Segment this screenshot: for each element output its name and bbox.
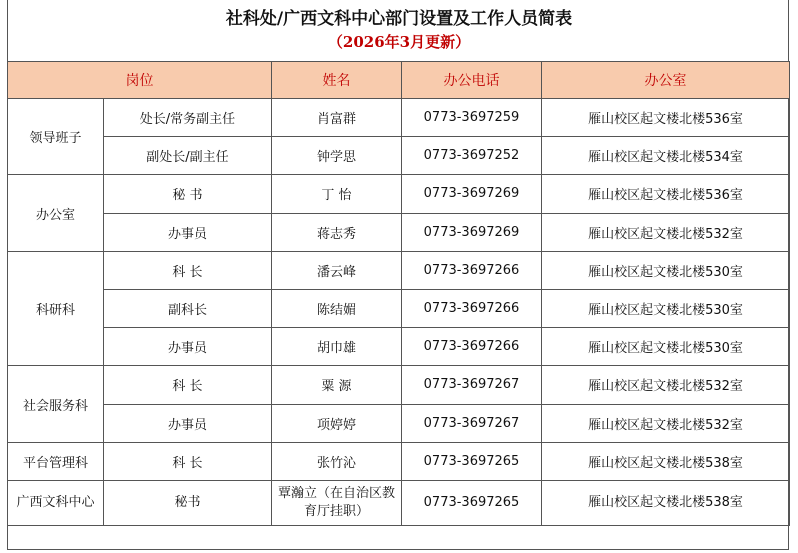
name-cell: 胡巾雄 (272, 328, 402, 366)
name-cell: 钟学思 (272, 137, 402, 175)
table-row (8, 213, 790, 251)
role-cell: 办事员 (104, 404, 272, 442)
department-cell: 平台管理科 (8, 442, 104, 480)
phone-cell: 0773-3697266 (402, 289, 542, 327)
role-cell: 秘 书 (104, 175, 272, 213)
office-cell: 雁山校区起文楼北楼530室 (542, 289, 790, 327)
name-cell: 蒋志秀 (272, 213, 402, 251)
name-cell: 粟 源 (272, 366, 402, 404)
name-cell: 覃瀚立（在自治区教育厅挂职） (272, 480, 402, 525)
role-cell: 副科长 (104, 289, 272, 327)
name-cell: 陈结媚 (272, 289, 402, 327)
table-row (8, 175, 790, 213)
header-post: 岗位 (8, 62, 272, 99)
role-cell: 副处长/副主任 (104, 137, 272, 175)
role-cell: 科 长 (104, 442, 272, 480)
phone-cell: 0773-3697259 (402, 99, 542, 137)
table-row (8, 251, 790, 289)
office-cell: 雁山校区起文楼北楼536室 (542, 175, 790, 213)
role-cell: 秘书 (104, 480, 272, 525)
table-row (8, 480, 790, 525)
table-row (8, 289, 790, 327)
department-cell: 广西文科中心 (8, 480, 104, 525)
staff-table (7, 61, 790, 526)
phone-cell: 0773-3697266 (402, 328, 542, 366)
department-cell: 领导班子 (8, 99, 104, 175)
name-cell: 丁 怡 (272, 175, 402, 213)
office-cell: 雁山校区起文楼北楼530室 (542, 251, 790, 289)
table-row (8, 442, 790, 480)
name-cell: 张竹沁 (272, 442, 402, 480)
office-cell: 雁山校区起文楼北楼538室 (542, 442, 790, 480)
phone-cell: 0773-3697269 (402, 213, 542, 251)
office-cell: 雁山校区起文楼北楼532室 (542, 213, 790, 251)
table-row (8, 366, 790, 404)
phone-cell: 0773-3697269 (402, 175, 542, 213)
phone-cell: 0773-3697266 (402, 251, 542, 289)
table-row (8, 328, 790, 366)
role-cell: 处长/常务副主任 (104, 99, 272, 137)
office-cell: 雁山校区起文楼北楼534室 (542, 137, 790, 175)
office-cell: 雁山校区起文楼北楼530室 (542, 328, 790, 366)
phone-cell: 0773-3697252 (402, 137, 542, 175)
office-cell: 雁山校区起文楼北楼532室 (542, 404, 790, 442)
role-cell: 科 长 (104, 366, 272, 404)
phone-cell: 0773-3697267 (402, 366, 542, 404)
header-office: 办公室 (542, 62, 790, 99)
role-cell: 科 长 (104, 251, 272, 289)
office-cell: 雁山校区起文楼北楼536室 (542, 99, 790, 137)
page-subtitle: （2026年3月更新） (327, 33, 471, 51)
header-row (8, 62, 790, 99)
role-cell: 办事员 (104, 213, 272, 251)
department-cell: 办公室 (8, 175, 104, 251)
table-row (8, 404, 790, 442)
table-row (8, 99, 790, 137)
header-phone: 办公电话 (402, 62, 542, 99)
header-name: 姓名 (272, 62, 402, 99)
phone-cell: 0773-3697265 (402, 442, 542, 480)
department-cell: 科研科 (8, 251, 104, 366)
name-cell: 项婷婷 (272, 404, 402, 442)
phone-cell: 0773-3697267 (402, 404, 542, 442)
phone-cell: 0773-3697265 (402, 480, 542, 525)
department-cell: 社会服务科 (8, 366, 104, 442)
office-cell: 雁山校区起文楼北楼538室 (542, 480, 790, 525)
office-cell: 雁山校区起文楼北楼532室 (542, 366, 790, 404)
role-cell: 办事员 (104, 328, 272, 366)
table-row (8, 137, 790, 175)
page-title: 社科处/广西文科中心部门设置及工作人员简表 (225, 9, 573, 29)
name-cell: 肖富群 (272, 99, 402, 137)
name-cell: 潘云峰 (272, 251, 402, 289)
